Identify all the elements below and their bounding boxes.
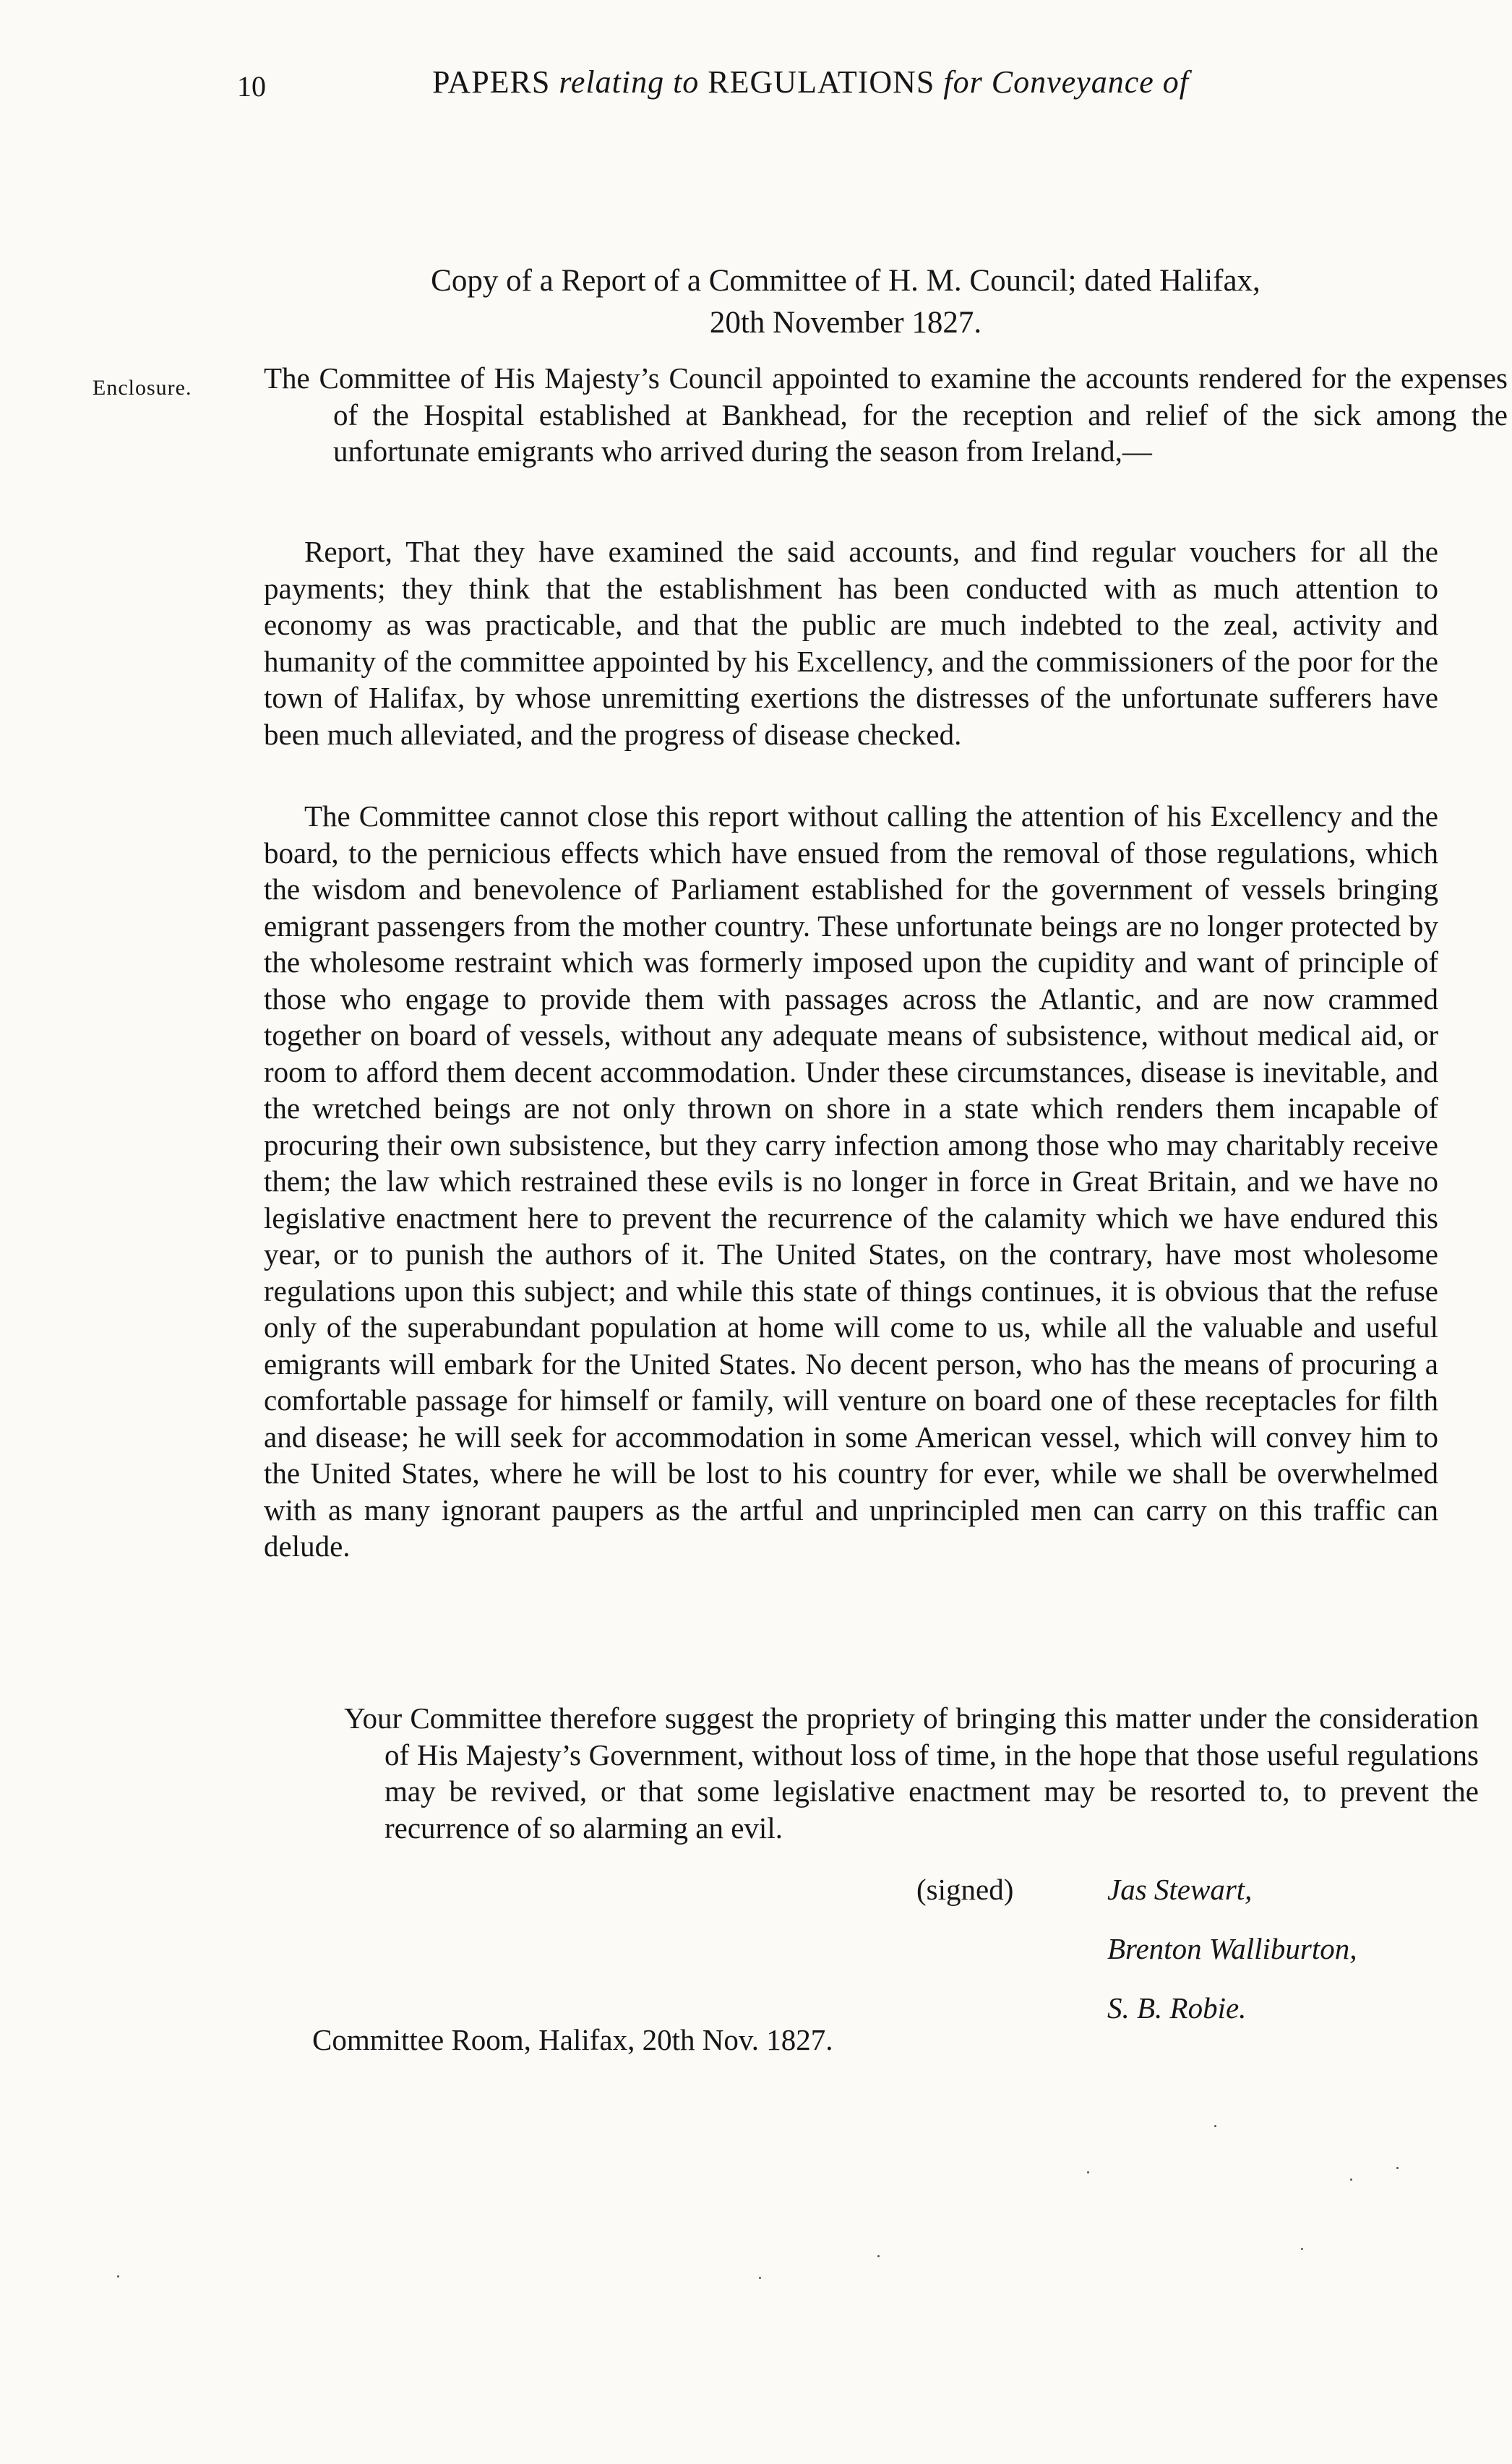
paragraph-2: Report, That they have examined the said accounts, and find regular vouchers for all the payments; they think that the establishment has been conducted with as much attention to economy as was practicable, and that the public are much indebted to the zeal, activity and humanity of the committee appointed by his Excellency, and the commissioners of the poor for the town of Halifax, by whose unremitting exertions the distresses of the unfortunate sufferers have been much alleviated, and the progress of disease checked. — [264, 535, 1438, 751]
report-title — [304, 260, 1388, 344]
speck — [1350, 2178, 1352, 2181]
report-title-line-1: Copy of a Report of a Committee of H. M. Council; dated Halifax, — [431, 264, 1260, 298]
paragraph-4: Your Committee therefore suggest the propriety of bringing this matter under the consideration of His Majesty’s Government, without loss of time, in the hope that those useful regulations may be revived, or that some legislative enactment may be resorted to, to prevent the recurrence of so alarming an evil. — [344, 1701, 1479, 1845]
running-head-part-4: for Conveyance of — [943, 64, 1189, 100]
page-number: 10 — [237, 70, 266, 103]
speck — [877, 2255, 880, 2257]
signed-label: (signed) — [916, 1873, 1014, 1906]
signatory-3: S. B. Robie. — [1107, 1991, 1247, 2025]
speck — [1396, 2167, 1399, 2169]
speck — [759, 2277, 761, 2279]
signatory-1: Jas Stewart, — [1107, 1873, 1253, 1906]
speck — [1214, 2125, 1216, 2127]
signatory-2: Brenton Walliburton, — [1107, 1932, 1357, 1965]
report-title-line-2: 20th November 1827. — [709, 306, 982, 340]
committee-room-line: Committee Room, Halifax, 20th Nov. 1827. — [312, 2023, 833, 2056]
running-head-part-1: PAPERS — [432, 64, 559, 100]
running-head — [432, 64, 1189, 100]
running-head-part-3: REGULATIONS — [699, 64, 944, 100]
speck — [1087, 2171, 1089, 2173]
paragraph-3: The Committee cannot close this report without calling the attention of his Excellency and the board, to the pernicious effects which have ensued from the removal of those regulations, which the wisdom and benevolence of Parliament established for the government of vessels bringing emigrant passengers from the mother country. These unfortunate beings are no longer protected by the wholesome restraint which was formerly imposed upon the cupidity and want of principle of those who engage to provide them with passages across the Atlantic, and are now crammed together on board of vessels, without any adequate means of subsistence, without medical aid, or room to afford them decent accommodation. Under these circumstances, disease is inevitable, and the wretched beings are not only thrown on shore in a state which renders them incapable of procuring their own subsistence, but they carry infection among those who may charitably receive them; the law which restrained these evils is no longer in force in Great Britain, and we have no legislative enactment here to prevent the recurrence of the calamity which we have endured this year, or to punish the authors of it. The United States, on the contrary, have most wholesome regulations upon this subject; and while this state of things continues, it is obvious that the refuse only of the superabundant population at home will come to us, while all the valuable and useful emigrants will embark for the United States. No decent person, who has the means of procuring a comfortable passage for himself or family, will venture on board one of these receptacles for filth and disease; he will seek for accommodation in some American vessel, which will convey him to the United States, where he will be lost to his country for ever, while we shall be overwhelmed with as many ignorant paupers as the artful and unprincipled men can carry on this traffic can delude. — [264, 799, 1438, 1563]
speck — [117, 2275, 119, 2278]
paragraph-1: The Committee of His Majesty’s Council appointed to examine the accounts rendered for the expenses of the Hospital established at Bankhead, for the reception and relief of the sick among the unfortunate emigrants who arrived during the season from Ireland,— — [264, 361, 1508, 468]
running-head-part-2: relating to — [559, 64, 700, 100]
margin-note: Enclosure. — [93, 376, 192, 400]
speck — [1301, 2248, 1303, 2250]
